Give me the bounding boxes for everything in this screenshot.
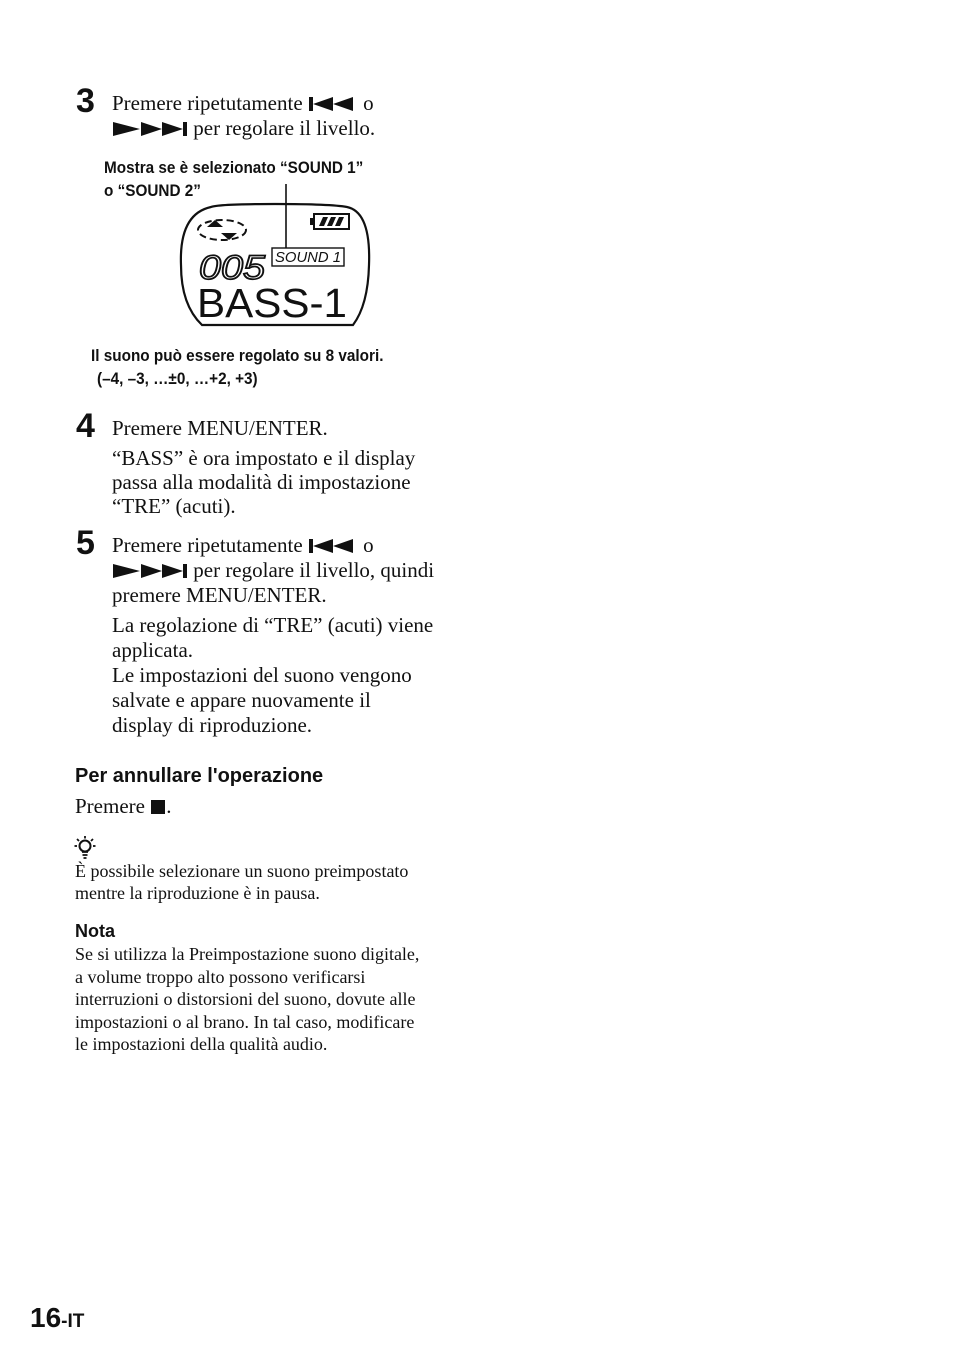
step-4-number: 4 [76,407,95,445]
nota-line-5: le impostazioni della qualità audio. [75,1034,328,1054]
up-down-arrows-icon [198,220,246,240]
tip-line-1: È possibile selezionare un suono preimpostato [75,861,409,881]
figure-caption-top-2: o “SOUND 2” [104,181,201,200]
page-number-suffix: -IT [61,1311,85,1332]
step-4-desc-1: “BASS” è ora impostato e il display [112,446,416,470]
cancel-text-end: . [166,794,172,818]
step-5-desc-2: applicata. [112,638,194,662]
next-track-icon [112,563,188,579]
step-4-line-1: Premere MENU/ENTER. [112,416,328,440]
previous-track-icon [308,538,358,554]
step-5-text-1: Premere ripetutamente [112,533,303,557]
next-track-icon [112,121,188,137]
nota-line-2: a volume troppo alto possono verificarsi [75,967,366,987]
step-4-desc-2: passa alla modalità di impostazione [112,470,411,494]
lcd-counter: 005 [199,249,266,287]
page-number-value: 16 [30,1302,62,1333]
nota-line-4: impostazioni o al brano. In tal caso, modificare [75,1012,415,1032]
tip-line-2: mentre la riproduzione è in pausa. [75,883,320,903]
figure-caption-top-1: Mostra se è selezionato “SOUND 1” [104,158,364,177]
nota-title: Nota [75,921,115,941]
step-3-number: 3 [76,82,95,120]
cancel-heading: Per annullare l'operazione [75,765,324,787]
step-5-number: 5 [76,524,95,562]
lcd-sound-label: SOUND 1 [275,249,341,266]
nota-line-3: interruzioni o distorsioni del suono, dovute alle [75,989,416,1009]
cancel-text-label: Premere [75,794,145,818]
hint-lightbulb-icon [74,834,100,860]
step-5-desc-5: display di riproduzione. [112,713,313,737]
previous-track-icon [308,96,358,112]
step-5-line-3: premere MENU/ENTER. [112,583,327,607]
step-3-text-2: per regolare il livello. [193,116,376,140]
step-5-desc-1: La regolazione di “TRE” (acuti) viene [112,613,434,637]
step-3-or: o [363,91,374,115]
step-4-desc-3: “TRE” (acuti). [112,494,236,518]
step-3-text-1: Premere ripetutamente [112,91,303,115]
figure-caption-bottom-1: Il suono può essere regolato su 8 valori. [91,346,384,365]
cancel-text [75,794,171,819]
step-5-line-2 [112,558,434,583]
page-number [30,1303,84,1337]
step-5-text-2: per regolare il livello, quindi [193,558,435,582]
step-5-or: o [363,533,374,557]
lcd-display-illustration [175,180,380,330]
step-3-line-1 [112,91,374,116]
nota-line-1: Se si utilizza la Preimpostazione suono digitale, [75,944,420,964]
figure-caption-bottom-2: (–4, –3, …±0, …+2, +3) [97,369,258,388]
step-5-line-1 [112,533,374,558]
step-5-desc-4: salvate e appare nuovamente il [112,688,371,712]
lcd-main-text: BASS-1 [197,280,347,326]
step-3-line-2 [112,116,375,141]
step-5-desc-3: Le impostazioni del suono vengono [112,663,412,687]
stop-icon [150,799,166,815]
battery-icon [310,214,349,229]
